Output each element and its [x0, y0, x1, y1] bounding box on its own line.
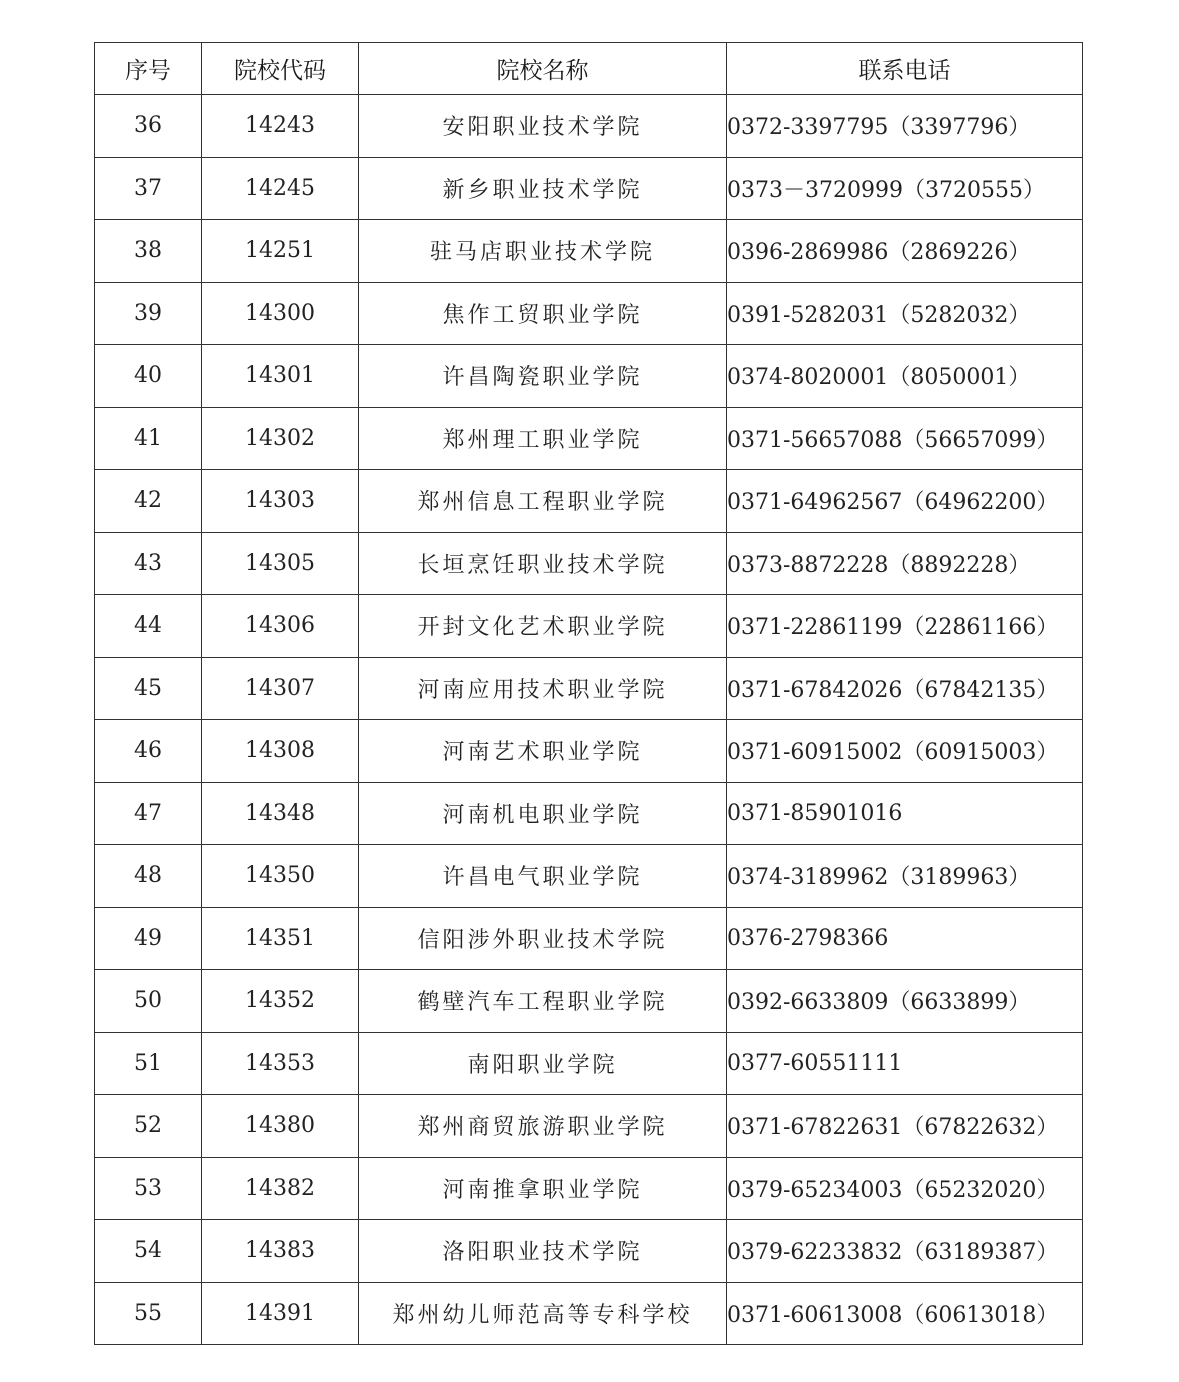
- table-header: [95, 43, 1083, 95]
- cell-phone: 0391-5282031（5282032）: [727, 282, 1083, 345]
- cell-phone: 0371-60613008（60613018）: [727, 1282, 1083, 1345]
- cell-seq: 43: [95, 532, 202, 595]
- cell-phone: 0374-3189962（3189963）: [727, 845, 1083, 908]
- cell-name: 郑州信息工程职业学院: [359, 470, 727, 533]
- cell-seq: 40: [95, 345, 202, 408]
- cell-phone: 0371-64962567（64962200）: [727, 470, 1083, 533]
- table-row: [95, 157, 1083, 220]
- cell-name: 郑州理工职业学院: [359, 407, 727, 470]
- cell-name: 许昌电气职业学院: [359, 845, 727, 908]
- cell-seq: 51: [95, 1032, 202, 1095]
- cell-name: 许昌陶瓷职业学院: [359, 345, 727, 408]
- cell-phone: 0371-85901016: [727, 782, 1083, 845]
- table-row: [95, 720, 1083, 783]
- table-row: [95, 657, 1083, 720]
- cell-name: 郑州商贸旅游职业学院: [359, 1095, 727, 1158]
- cell-name: 开封文化艺术职业学院: [359, 595, 727, 658]
- cell-phone: 0372-3397795（3397796）: [727, 95, 1083, 158]
- table-row: [95, 845, 1083, 908]
- cell-code: 14308: [202, 720, 359, 783]
- table-row: [95, 95, 1083, 158]
- cell-code: 14243: [202, 95, 359, 158]
- table-row: [95, 1157, 1083, 1220]
- cell-seq: 54: [95, 1220, 202, 1283]
- college-contact-table: [94, 42, 1083, 1345]
- cell-code: 14351: [202, 907, 359, 970]
- cell-seq: 39: [95, 282, 202, 345]
- cell-code: 14391: [202, 1282, 359, 1345]
- cell-seq: 38: [95, 220, 202, 283]
- cell-code: 14305: [202, 532, 359, 595]
- cell-code: 14302: [202, 407, 359, 470]
- cell-code: 14245: [202, 157, 359, 220]
- header-phone: 联系电话: [727, 43, 1083, 95]
- cell-name: 信阳涉外职业技术学院: [359, 907, 727, 970]
- cell-code: 14301: [202, 345, 359, 408]
- cell-code: 14383: [202, 1220, 359, 1283]
- table-body: [95, 95, 1083, 1345]
- cell-seq: 52: [95, 1095, 202, 1158]
- table-row: [95, 782, 1083, 845]
- cell-name: 河南机电职业学院: [359, 782, 727, 845]
- cell-code: 14306: [202, 595, 359, 658]
- cell-seq: 49: [95, 907, 202, 970]
- cell-seq: 47: [95, 782, 202, 845]
- cell-code: 14300: [202, 282, 359, 345]
- cell-code: 14251: [202, 220, 359, 283]
- cell-phone: 0376-2798366: [727, 907, 1083, 970]
- cell-phone: 0371-56657088（56657099）: [727, 407, 1083, 470]
- cell-name: 新乡职业技术学院: [359, 157, 727, 220]
- cell-phone: 0377-60551111: [727, 1032, 1083, 1095]
- cell-seq: 48: [95, 845, 202, 908]
- cell-name: 河南应用技术职业学院: [359, 657, 727, 720]
- cell-name: 河南艺术职业学院: [359, 720, 727, 783]
- cell-phone: 0392-6633809（6633899）: [727, 970, 1083, 1033]
- cell-seq: 53: [95, 1157, 202, 1220]
- cell-phone: 0396-2869986（2869226）: [727, 220, 1083, 283]
- cell-code: 14307: [202, 657, 359, 720]
- cell-name: 洛阳职业技术学院: [359, 1220, 727, 1283]
- cell-code: 14353: [202, 1032, 359, 1095]
- table-row: [95, 1095, 1083, 1158]
- table-row: [95, 1282, 1083, 1345]
- header-code: 院校代码: [202, 43, 359, 95]
- table-row: [95, 407, 1083, 470]
- table-row: [95, 1032, 1083, 1095]
- table-row: [95, 1220, 1083, 1283]
- cell-code: 14382: [202, 1157, 359, 1220]
- cell-code: 14352: [202, 970, 359, 1033]
- cell-name: 驻马店职业技术学院: [359, 220, 727, 283]
- cell-phone: 0371-60915002（60915003）: [727, 720, 1083, 783]
- cell-code: 14348: [202, 782, 359, 845]
- table-row: [95, 532, 1083, 595]
- cell-seq: 45: [95, 657, 202, 720]
- table-row: [95, 282, 1083, 345]
- cell-name: 河南推拿职业学院: [359, 1157, 727, 1220]
- header-seq: 序号: [95, 43, 202, 95]
- header-row: [95, 43, 1083, 95]
- cell-seq: 55: [95, 1282, 202, 1345]
- table-row: [95, 220, 1083, 283]
- cell-seq: 41: [95, 407, 202, 470]
- cell-name: 郑州幼儿师范高等专科学校: [359, 1282, 727, 1345]
- cell-name: 鹤壁汽车工程职业学院: [359, 970, 727, 1033]
- cell-name: 长垣烹饪职业技术学院: [359, 532, 727, 595]
- cell-phone: 0374-8020001（8050001）: [727, 345, 1083, 408]
- cell-name: 南阳职业学院: [359, 1032, 727, 1095]
- cell-code: 14380: [202, 1095, 359, 1158]
- table-row: [95, 595, 1083, 658]
- cell-phone: 0373-8872228（8892228）: [727, 532, 1083, 595]
- cell-phone: 0373－3720999（3720555）: [727, 157, 1083, 220]
- header-name: 院校名称: [359, 43, 727, 95]
- cell-seq: 44: [95, 595, 202, 658]
- cell-seq: 46: [95, 720, 202, 783]
- cell-phone: 0379-65234003（65232020）: [727, 1157, 1083, 1220]
- cell-code: 14303: [202, 470, 359, 533]
- cell-code: 14350: [202, 845, 359, 908]
- cell-seq: 37: [95, 157, 202, 220]
- cell-name: 安阳职业技术学院: [359, 95, 727, 158]
- cell-seq: 36: [95, 95, 202, 158]
- cell-phone: 0371-22861199（22861166）: [727, 595, 1083, 658]
- table-row: [95, 345, 1083, 408]
- table-row: [95, 470, 1083, 533]
- table-row: [95, 970, 1083, 1033]
- cell-name: 焦作工贸职业学院: [359, 282, 727, 345]
- cell-seq: 42: [95, 470, 202, 533]
- cell-phone: 0379-62233832（63189387）: [727, 1220, 1083, 1283]
- cell-phone: 0371-67842026（67842135）: [727, 657, 1083, 720]
- cell-phone: 0371-67822631（67822632）: [727, 1095, 1083, 1158]
- cell-seq: 50: [95, 970, 202, 1033]
- table-row: [95, 907, 1083, 970]
